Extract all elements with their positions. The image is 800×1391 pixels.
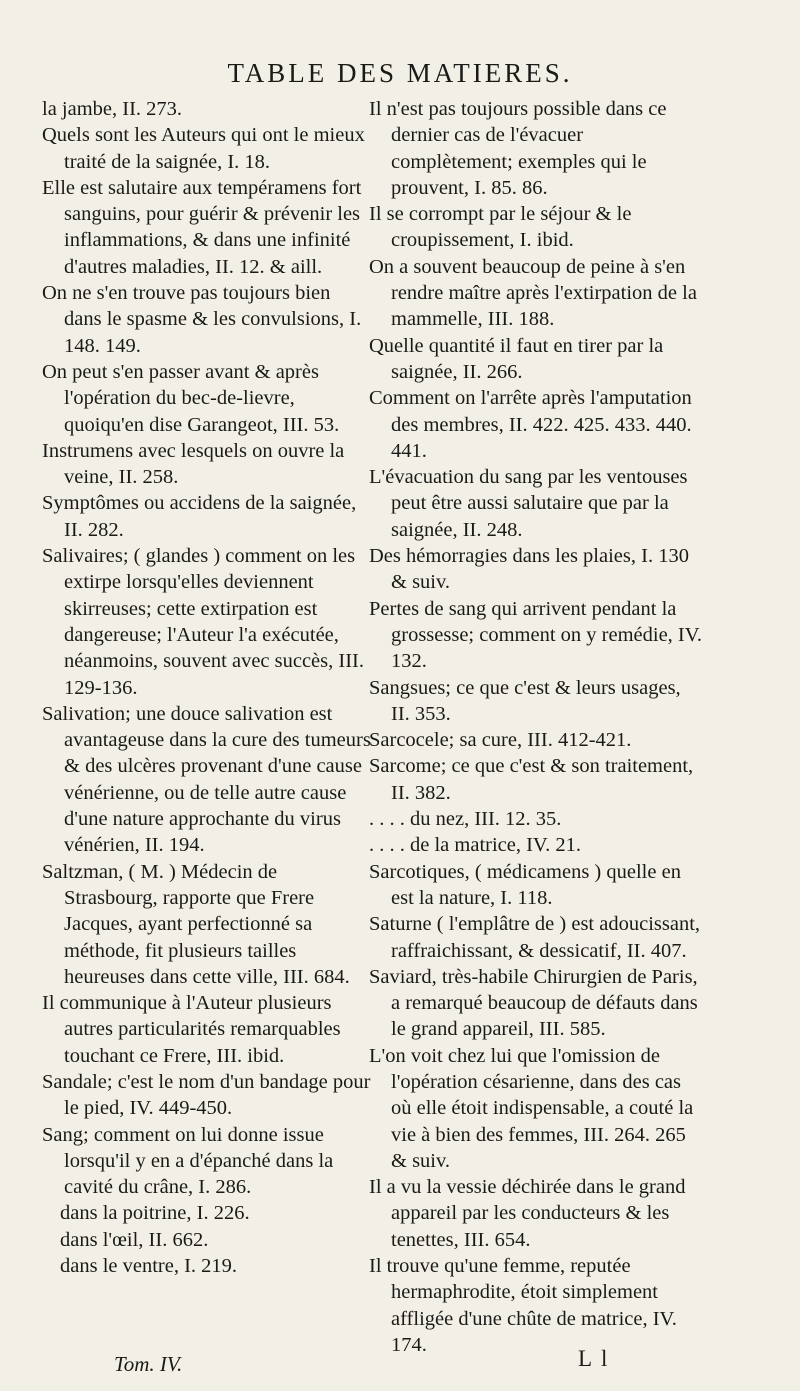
index-entry: Comment on l'arrête après l'amputation des membres, II. 422. 425. 433. 440. 441.	[369, 387, 692, 462]
index-entry: Sandale; c'est le nom d'un bandage pour le pied, IV. 449-450.	[42, 1070, 371, 1120]
index-entry: dans le ventre, I. 219.	[60, 1255, 238, 1278]
index-entry: Il se corrompt par le séjour & le croupissement, I. ibid.	[369, 203, 632, 252]
index-entry: L'on voit chez lui que l'omission de l'opération césarienne, dans des cas où elle étoit indispensable, a couté la vie à bien des femmes, III. 264. 265 & suiv.	[369, 1044, 694, 1172]
index-entry: On ne s'en trouve pas toujours bien dans le spasme & les convulsions, I. 148. 149.	[42, 282, 362, 357]
index-entry: Il n'est pas toujours possible dans ce dernier cas de l'évacuer complètement; exemples qui le prouvent, I. 85. 86.	[369, 98, 667, 199]
index-entry: . . . . du nez, III. 12. 35.	[369, 808, 562, 831]
index-entry: Sarcotiques, ( médicamens ) quelle en est la nature, I. 118.	[369, 860, 681, 909]
index-entry: Sarcome; ce que c'est & son traitement, II. 382.	[369, 755, 694, 804]
index-entry: Il communique à l'Auteur plusieurs autres particularités remarquables touchant ce Frere, III. ibid.	[42, 992, 341, 1067]
volume-signature: Tom. IV.	[114, 1352, 183, 1376]
index-entry: On peut s'en passer avant & après l'opération du bec-de-lievre, quoiqu'en dise Garangeot, III. 53.	[42, 360, 340, 436]
index-entry: Symptômes ou accidens de la saignée, II. 282.	[42, 492, 357, 541]
index-entry: Il trouve qu'une femme, reputée hermaphrodite, étoit simplement affligée d'une chûte de matrice, IV. 174.	[369, 1255, 677, 1356]
index-entry: dans la poitrine, I. 226.	[60, 1202, 250, 1225]
index-entry: Il a vu la vessie déchirée dans le grand appareil par les conducteurs & les tenettes, III. 654.	[369, 1176, 686, 1251]
index-entry: Pertes de sang qui arrivent pendant la grossesse; comment on y remédie, IV. 132.	[369, 597, 703, 673]
index-entry: Salivation; une douce salivation est avantageuse dans la cure des tumeurs & des ulcères provenant d'une cause vénérienne, ou de telle autre cause d'une nature approchante du virus vénérien, II. 194.	[42, 702, 371, 857]
index-entry: Sarcocele; sa cure, III. 412-421.	[369, 729, 632, 752]
index-entry: Salivaires; ( glandes ) comment on les extirpe lorsqu'elles deviennent skirreuses; cette extirpation est dangereuse; l'Auteur l'a exécutée, néanmoins, souvent avec succès, III. 129-136.	[42, 545, 364, 699]
index-entry: Sang; comment on lui donne issue lorsqu'il y en a d'épanché dans la cavité du crâne, I. 286.	[42, 1123, 334, 1199]
index-column-left	[42, 96, 372, 1279]
index-entry: Saturne ( l'emplâtre de ) est adoucissant, raffraichissant, & dessicatif, II. 407.	[369, 913, 701, 962]
index-entry: Saltzman, ( M. ) Médecin de Strasbourg, rapporte que Frere Jacques, ayant perfectionné sa méthode, fit plusieurs tailles heureuses dans cette ville, III. 684.	[42, 860, 350, 988]
index-entry: L'évacuation du sang par les ventouses peut être aussi salutaire que par la saignée, II. 248.	[369, 466, 688, 541]
index-entry: Quelle quantité il faut en tirer par la saignée, II. 266.	[369, 334, 664, 383]
index-entry: Saviard, très-habile Chirurgien de Paris, a remarqué beaucoup de défauts dans le grand appareil, III. 585.	[369, 965, 698, 1041]
index-entry: Elle est salutaire aux tempéramens fort sanguins, pour guérir & prévenir les inflammations, & dans une infinité d'autres maladies, II. 12. & aill.	[42, 176, 362, 278]
index-entry: Sangsues; ce que c'est & leurs usages, II. 353.	[369, 676, 681, 725]
page-title: TABLE DES MATIERES.	[227, 58, 573, 88]
index-entry: Des hémorragies dans les plaies, I. 130 & suiv.	[369, 545, 689, 594]
sheet-mark: L l	[578, 1346, 610, 1371]
index-entry: . . . . de la matrice, IV. 21.	[369, 834, 581, 857]
index-entry: On a souvent beaucoup de peine à s'en rendre maître après l'extirpation de la mammelle, III. 188.	[369, 255, 697, 331]
index-column-right	[369, 96, 704, 1358]
index-entry: Instrumens avec lesquels on ouvre la veine, II. 258.	[42, 439, 345, 489]
index-entry: dans l'œil, II. 662.	[60, 1228, 209, 1251]
index-entry: la jambe, II. 273.	[42, 98, 183, 120]
index-entry: Quels sont les Auteurs qui ont le mieux traité de la saignée, I. 18.	[42, 124, 365, 173]
